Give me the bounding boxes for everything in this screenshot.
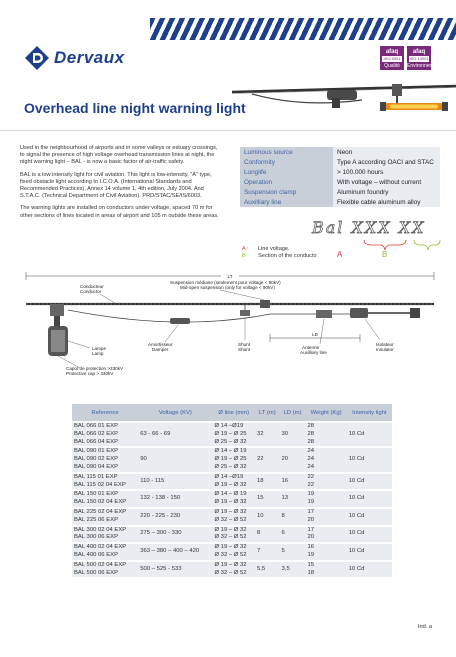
reference-cell-line: BAL 090 04 EXP xyxy=(74,463,118,470)
lt-cell: 5,5 xyxy=(255,561,280,578)
line-diameter-cell xyxy=(212,508,255,526)
reference-cell-line: BAL 400 02 04 EXP xyxy=(74,544,127,551)
weight-cell-line: 24 xyxy=(307,448,315,455)
reference-cell-line: BAL 150 01 EXP xyxy=(74,491,118,498)
line-diameter-cell-line: Ø 19 – Ø 32 xyxy=(214,481,247,488)
table-row xyxy=(72,561,392,578)
line-diameter-cell-line: Ø 19 – Ø 25 xyxy=(214,430,247,437)
weight-cell-line: 20 xyxy=(307,534,315,541)
label-damper: Damper xyxy=(152,347,169,352)
weight-cell xyxy=(305,473,346,491)
table-row xyxy=(72,508,392,526)
specs-table xyxy=(240,147,440,207)
label-conducteur: Conducteur xyxy=(80,284,104,289)
dervaux-logo-icon xyxy=(24,45,50,71)
line-diameter-cell xyxy=(212,526,255,544)
reference-cell xyxy=(72,526,138,544)
line-diameter-cell-line: Ø 19 – Ø 32 xyxy=(214,544,247,551)
voltage-cell: 275 – 300 - 330 xyxy=(138,526,212,544)
description-paragraph: The warning lights are installed on conductors under voltage, spaced 70 m for other sections of lines located in areas of airport and 105 m outside these areas. xyxy=(20,205,219,219)
reference-cell xyxy=(72,490,138,508)
table-row xyxy=(72,490,392,508)
marker-a: A xyxy=(337,250,343,259)
reference-table xyxy=(72,404,392,577)
intensity-cell: 10 Cd xyxy=(347,508,392,526)
reference-cell-line: BAL 400 06 EXP xyxy=(74,551,118,558)
spec-row xyxy=(240,197,440,207)
brand-name: Dervaux xyxy=(54,48,125,67)
weight-cell xyxy=(305,508,346,526)
lt-cell: 18 xyxy=(255,473,280,491)
label-shunt-1: Shunt xyxy=(238,342,251,347)
spec-value: With voltage – without current xyxy=(333,177,440,187)
ld-cell: 6 xyxy=(280,526,306,544)
spec-row xyxy=(240,147,440,157)
footer-index: Ind. a xyxy=(418,624,432,630)
spec-row xyxy=(240,157,440,167)
lt-cell: 8 xyxy=(255,526,280,544)
ld-cell: 16 xyxy=(280,473,306,491)
ld-cell: 3,5 xyxy=(280,561,306,578)
reference-cell-line: BAL 115 01 EXP xyxy=(74,473,118,480)
spec-label: Longlife xyxy=(240,167,333,177)
weight-cell-line: 20 xyxy=(307,516,315,523)
spec-row xyxy=(240,187,440,197)
label-isolateur: Isolateur xyxy=(376,342,394,347)
ld-cell: 30 xyxy=(280,422,306,447)
label-suspension-en: Mid-open suspension (only for voltage < 90kV) xyxy=(180,285,275,290)
line-diameter-cell-line: Ø 14 –Ø19 xyxy=(214,423,244,429)
label-antenne: Antenne xyxy=(302,345,320,350)
ld-cell: 8 xyxy=(280,508,306,526)
label-lamp: Lamp xyxy=(92,351,104,356)
spec-row xyxy=(240,177,440,187)
ld-cell: 20 xyxy=(280,447,306,472)
reference-cell-line: BAL 225 02 04 EXP xyxy=(74,508,127,515)
reference-cell xyxy=(72,543,138,561)
reference-cell-line: BAL 090 01 EXP xyxy=(74,448,118,455)
voltage-cell: 90 xyxy=(138,447,212,472)
ld-cell: 5 xyxy=(280,543,306,561)
description-paragraph: BAL is a low intensity light for civil aviation. This light is low-intensity, "A" type, fixed obstacle light according to I.C.O.A. (International Standards and Recommended Practices), Annex 14 volume 1, 4th edition, July 2004. And S.T.A.C. (Technical Department of Civil Aviation). PRD/STAC/SE/IS/6003. xyxy=(20,171,212,200)
page-title: Overhead line night warning light xyxy=(24,100,246,116)
line-diameter-cell-line: Ø 32 – Ø 52 xyxy=(214,534,247,541)
reference-cell xyxy=(72,422,138,447)
label-lampe: Lampe xyxy=(92,346,107,351)
voltage-cell: 363 – 380 – 400 – 420 xyxy=(138,543,212,561)
table-row xyxy=(72,543,392,561)
reference-cell-line: BAL 500 06 EXP xyxy=(74,569,118,576)
line-diameter-cell-line: Ø 19 – Ø 32 xyxy=(214,526,247,533)
label-capot-en: Protective cap > 330kV xyxy=(66,371,114,376)
voltage-cell: 220 - 225 - 230 xyxy=(138,508,212,526)
column-header: Weight (Kg) xyxy=(305,404,346,422)
weight-cell-line: 16 xyxy=(307,544,315,551)
reference-cell-line: BAL 300 02 04 EXP xyxy=(74,526,127,533)
afaq-iso9001-badge: afaq ISO 9001 Qualité xyxy=(380,46,404,70)
line-diameter-cell-line: Ø 14 – Ø 19 xyxy=(214,448,247,455)
legend-text-b: Section of the conducto xyxy=(258,253,317,260)
reference-cell-line: BAL 150 02 04 EXP xyxy=(74,499,127,506)
line-diameter-cell-line: Ø 14 –Ø19 xyxy=(214,473,244,480)
column-header: LD (m) xyxy=(280,404,306,422)
intensity-cell: 10 Cd xyxy=(347,473,392,491)
weight-cell xyxy=(305,422,346,447)
spec-value: Aluminum foundry xyxy=(333,187,440,197)
column-header: Intensity light xyxy=(347,404,392,422)
weight-cell-line: 24 xyxy=(307,463,315,470)
label-suspension-fr: Suspension médiane (seulement pour voltage < 90kV) xyxy=(170,280,281,285)
line-diameter-cell xyxy=(212,447,255,472)
column-header: Ø line (mm) xyxy=(212,404,255,422)
reference-cell xyxy=(72,473,138,491)
ld-cell: 13 xyxy=(280,490,306,508)
lt-cell: 10 xyxy=(255,508,280,526)
line-diameter-cell-line: Ø 32 – Ø 52 xyxy=(214,516,247,523)
weight-cell xyxy=(305,561,346,578)
lt-cell: 22 xyxy=(255,447,280,472)
table-header-row xyxy=(72,404,392,422)
lt-cell: 15 xyxy=(255,490,280,508)
table-row xyxy=(72,447,392,472)
installation-diagram xyxy=(20,270,440,400)
column-header: Reference xyxy=(72,404,138,422)
ld-label: LD xyxy=(312,332,318,337)
weight-cell-line: 28 xyxy=(307,423,315,429)
reference-cell-line: BAL 300 06 EXP xyxy=(74,534,118,541)
spec-label: Conformity xyxy=(240,157,333,167)
line-diameter-cell-line: Ø 32 – Ø 52 xyxy=(214,569,247,576)
spec-label: Operation xyxy=(240,177,333,187)
weight-cell-line: 19 xyxy=(307,499,315,506)
weight-cell-line: 28 xyxy=(307,430,315,437)
description xyxy=(20,145,220,225)
spec-value: Neon xyxy=(333,147,440,157)
weight-cell-line: 19 xyxy=(307,491,315,498)
weight-cell-line: 22 xyxy=(307,473,315,480)
marker-b: B xyxy=(382,250,388,259)
label-capot-fr: Capot de protection >330kV xyxy=(66,366,124,371)
spec-label: Luminous source xyxy=(240,147,333,157)
weight-cell-line: 15 xyxy=(307,561,315,568)
voltage-cell: 110 - 115 xyxy=(138,473,212,491)
line-diameter-cell xyxy=(212,543,255,561)
afaq-iso14001-badge: afaq ISO 14001 Environnement xyxy=(407,46,431,70)
lt-cell: 7 xyxy=(255,543,280,561)
label-insulator: Insulator xyxy=(376,347,394,352)
code-legend xyxy=(242,246,317,261)
weight-cell-line: 17 xyxy=(307,508,315,515)
table-row xyxy=(72,473,392,491)
intensity-cell: 10 Cd xyxy=(347,422,392,447)
table-row xyxy=(72,422,392,447)
weight-cell xyxy=(305,447,346,472)
weight-cell-line: 17 xyxy=(307,526,315,533)
spec-value: Flexible cable aluminum alloy xyxy=(333,197,440,207)
reference-cell xyxy=(72,447,138,472)
weight-cell-line: 28 xyxy=(307,438,315,445)
description-paragraph: Used in the neighbourhood of airports and in some valleys or estuary crossings, to signal the presence of high voltage overhead transmission lines at night, the night warning light – BAL - is now a basic factor of air-traffic safety. xyxy=(20,145,218,166)
reference-cell-line: BAL 225 06 EXP xyxy=(74,516,118,523)
lt-cell: 32 xyxy=(255,422,280,447)
column-header: LT (m) xyxy=(255,404,280,422)
reference-cell xyxy=(72,508,138,526)
line-diameter-cell xyxy=(212,561,255,578)
legend-key-a: A : xyxy=(242,246,249,252)
weight-cell xyxy=(305,526,346,544)
code-braces xyxy=(362,238,442,252)
weight-cell-line: 18 xyxy=(307,569,315,576)
reference-cell-line: BAL 066 04 EXP xyxy=(74,438,118,445)
intensity-cell: 10 Cd xyxy=(347,490,392,508)
column-header: Voltage (KV) xyxy=(138,404,212,422)
line-diameter-cell-line: Ø 19 – Ø 32 xyxy=(214,561,247,568)
label-aux-line: Auxilliary line xyxy=(300,350,327,355)
legend-text-a: Line voltage. xyxy=(257,246,290,252)
intensity-cell: 10 Cd xyxy=(347,526,392,544)
intensity-cell: 10 Cd xyxy=(347,447,392,472)
weight-cell-line: 22 xyxy=(307,481,315,488)
line-diameter-cell-line: Ø 14 – Ø 19 xyxy=(214,491,247,498)
product-photo xyxy=(232,70,456,130)
line-diameter-cell xyxy=(212,473,255,491)
legend-key-b: B : xyxy=(242,253,249,260)
voltage-cell: 500 – 525 - 533 xyxy=(138,561,212,578)
label-conductor: Conductor xyxy=(80,289,102,294)
line-diameter-cell-line: Ø 19 – Ø 32 xyxy=(214,508,247,515)
voltage-cell: 63 - 66 - 69 xyxy=(138,422,212,447)
line-diameter-cell-line: Ø 32 – Ø 52 xyxy=(214,551,247,558)
line-diameter-cell-line: Ø 19 – Ø 25 xyxy=(214,456,247,463)
intensity-cell: 10 Cd xyxy=(347,561,392,578)
reference-table-body xyxy=(72,422,392,577)
label-shunt-2: Shunt xyxy=(238,347,251,352)
lt-label: LT xyxy=(227,274,233,279)
reference-cell-line: BAL 090 02 EXP xyxy=(74,456,118,463)
weight-cell-line: 19 xyxy=(307,551,315,558)
line-diameter-cell xyxy=(212,490,255,508)
header-stripes xyxy=(150,18,456,40)
reference-cell-line: BAL 066 01 EXP xyxy=(74,423,118,429)
line-diameter-cell-line: Ø 19 – Ø 32 xyxy=(214,499,247,506)
spec-label: Suspension clamp xyxy=(240,187,333,197)
label-amortisseur: Amortisseur xyxy=(148,342,173,347)
voltage-cell: 132 - 138 - 150 xyxy=(138,490,212,508)
line-diameter-cell-line: Ø 25 – Ø 32 xyxy=(214,463,247,470)
spec-label: Auxilliary line xyxy=(240,197,333,207)
spec-value: > 100.000 hours xyxy=(333,167,440,177)
title-divider xyxy=(0,130,456,131)
reference-cell xyxy=(72,561,138,578)
intensity-cell: 10 Cd xyxy=(347,543,392,561)
brand-logo xyxy=(24,45,125,71)
line-diameter-cell xyxy=(212,422,255,447)
reference-cell-line: BAL 066 02 EXP xyxy=(74,430,118,437)
reference-cell-line: BAL 115 02 04 EXP xyxy=(74,481,126,488)
bal-code: Bal XXX XX xyxy=(312,218,426,237)
weight-cell xyxy=(305,490,346,508)
table-row xyxy=(72,526,392,544)
spec-row xyxy=(240,167,440,177)
spec-value: Type A according OACI and STAC xyxy=(333,157,440,167)
weight-cell-line: 24 xyxy=(307,456,315,463)
reference-cell-line: BAL 500 02 04 EXP xyxy=(74,561,127,568)
weight-cell xyxy=(305,543,346,561)
line-diameter-cell-line: Ø 25 – Ø 32 xyxy=(214,438,247,445)
